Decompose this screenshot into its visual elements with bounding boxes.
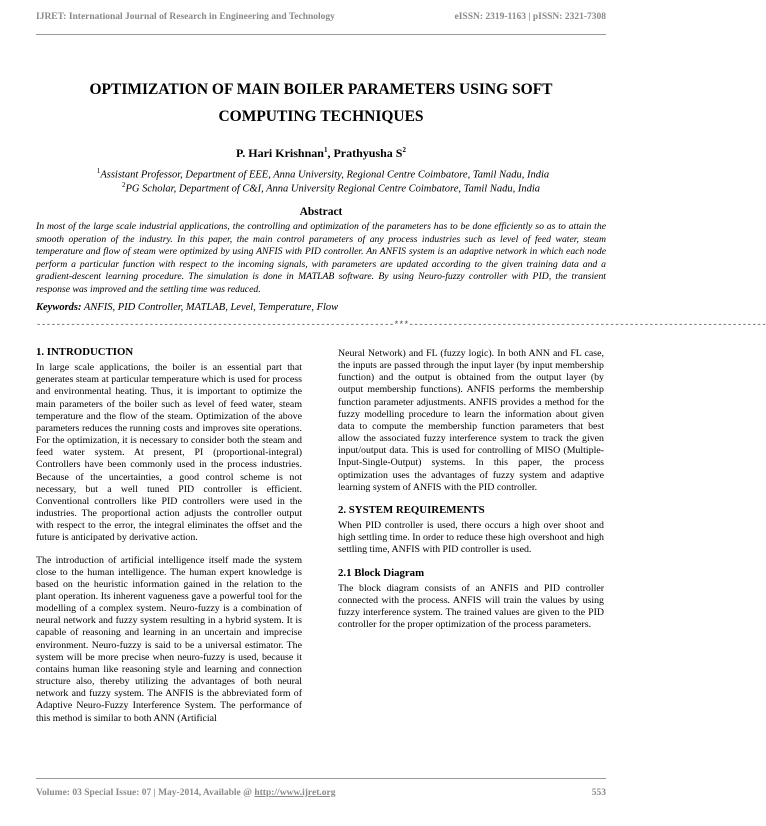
right-column — [338, 348, 604, 641]
title-line-1: OPTIMIZATION OF MAIN BOILER PARAMETERS USING SOFT — [89, 81, 553, 98]
paragraph: The introduction of artificial intelligence itself made the system close to the human intelligence. The human expert knowledge is based on the heuristic information gained in the relation to the plant operation. Its inherent vagueness gave a powerful tool for the modelling of a complex system. Neuro-fuzzy is a combination of neural network and fuzzy system resulting in a hybrid system. It is capable of reasoning and learning in an uncertain and imprecise environment. Neuro-fuzzy is said to be a universal estimator. The system will be more precise when neuro-fuzzy is used, because it contains human like reasoning style and learning and connection structure also, thereby utilizing the advantages of both neural network and fuzzy system. The ANFIS is the abbreviated form of Adaptive Neuro-Fuzzy Interference System. The performance of this method is similar to both ANN (Artificial — [36, 554, 302, 724]
affiliation-2-text: PG Scholar, Department of C&I, Anna University Regional Centre Coimbatore, Tamil Nadu, India — [125, 183, 541, 195]
volume-text: Volume: 03 Special Issue: 07 | May-2014, Available @ — [36, 788, 255, 798]
journal-name: IJRET: International Journal of Research in Engineering and Technology — [36, 12, 335, 22]
keywords-text: ANFIS, PID Controller, MATLAB, Level, Temperature, Flow — [81, 302, 339, 313]
paragraph: The block diagram consists of an ANFIS and PID controller connected with the process. ANFIS will train the values by using fuzzy interference system. The trained values are given to the PID controller for the proper optimization of the process parameters. — [338, 582, 604, 631]
affiliation-1 — [36, 167, 606, 181]
section-heading-introduction: 1. INTRODUCTION — [36, 346, 134, 358]
abstract-heading: Abstract — [299, 206, 343, 218]
title-line-2: COMPUTING TECHNIQUES — [218, 108, 424, 125]
affiliation-1-text: Assistant Professor, Department of EEE, Anna University, Regional Centre Coimbatore, Tamil Nadu, India — [100, 169, 550, 181]
affiliation-1-mark: 1 — [96, 167, 101, 175]
paragraph: In large scale applications, the boiler is an essential part that generates steam at particular temperature which is used for process and environmental heating. Thus, it is important to optimize the main parameters of the boiler such as level of feed water, steam temperature and the flow of the steam. Optimization of the above parameters reduces the running costs and improves site operations. For the optimization, it is necessary to consider both the steam and feed water system. At present, PI (proportional-integral) Controllers have been commonly used in the process industries. Because of the uncertainties, a good control scheme is not necessary, but a well tuned PID controller is efficient. Conventional controllers like PID controllers were used in the industries. The proportional action adjusts the controller output with respect to the error, the integral eliminates the offset and the future is anticipated by derivative action. — [36, 362, 302, 544]
running-header — [36, 12, 606, 28]
keywords-label: Keywords: — [36, 302, 82, 313]
author-2-name: Prathyusha S — [333, 146, 403, 160]
author-1-name: P. Hari Krishnan — [236, 146, 324, 160]
page-number: 553 — [591, 788, 606, 798]
section-heading-block-diagram: 2.1 Block Diagram — [338, 566, 425, 579]
left-column — [36, 346, 302, 735]
keywords — [36, 302, 606, 313]
authors — [36, 146, 606, 161]
header-rule — [36, 34, 606, 35]
volume-info — [36, 788, 335, 798]
paragraph: Neural Network) and FL (fuzzy logic). In both ANN and FL case, the inputs are passed through the input layer (by input membership function) and the output is obtained from the output layer (by output membership functions). ANFIS performs the membership function parameter adjustments. ANFIS provides a method for the fuzzy modelling procedure to learn the information about given data to compute the membership function parameters that best allow the associated fuzzy interference system to track the given input/output data. This is used for controlling of MISO (Multiple-Input-Single-Output) systems. In this paper, the process optimization uses the advantages of fuzzy system and adaptive learning system of ANFIS with the PID controller. — [338, 348, 604, 493]
issn: eISSN: 2319-1163 | pISSN: 2321-7308 — [454, 12, 606, 22]
author-2-mark: 2 — [402, 146, 406, 154]
footer-rule — [36, 778, 606, 779]
author-1-mark: 1 — [323, 146, 328, 154]
abstract-text: In most of the large scale industrial applications, the controlling and optimization of the parameters has to be done efficiently so as to attain the smooth operation of the industry. In this paper, the main control parameters of any process industries such as level of feed water, steam temperature and flow of steam were optimized by using ANFIS with PID controller. An ANFIS system is an adaptive network in which each node perform a particular function with respect to the incoming signals, with parameters are updated according to the given training data and a gradient-descent learning procedure. The simulation is done in MATLAB software. By using Neuro-fuzzy controller with PID, the transient response was improved and the settling time was reduced. — [36, 221, 606, 295]
affiliation-2 — [36, 181, 606, 195]
paper-title — [36, 76, 606, 130]
journal-url-link[interactable]: http://www.ijret.org — [254, 788, 336, 798]
section-heading-system-requirements: 2. SYSTEM REQUIREMENTS — [338, 503, 485, 516]
affiliation-2-mark: 2 — [121, 181, 126, 189]
paragraph: When PID controller is used, there occurs a high over shoot and high settling time. In order to reduce these high overshoot and high settling time, ANFIS with PID controller is used. — [338, 520, 604, 556]
author-separator: , — [327, 146, 334, 160]
section-separator: -------------------------------------------------------------------------***------------------------------------------------------------------------- — [36, 320, 766, 330]
